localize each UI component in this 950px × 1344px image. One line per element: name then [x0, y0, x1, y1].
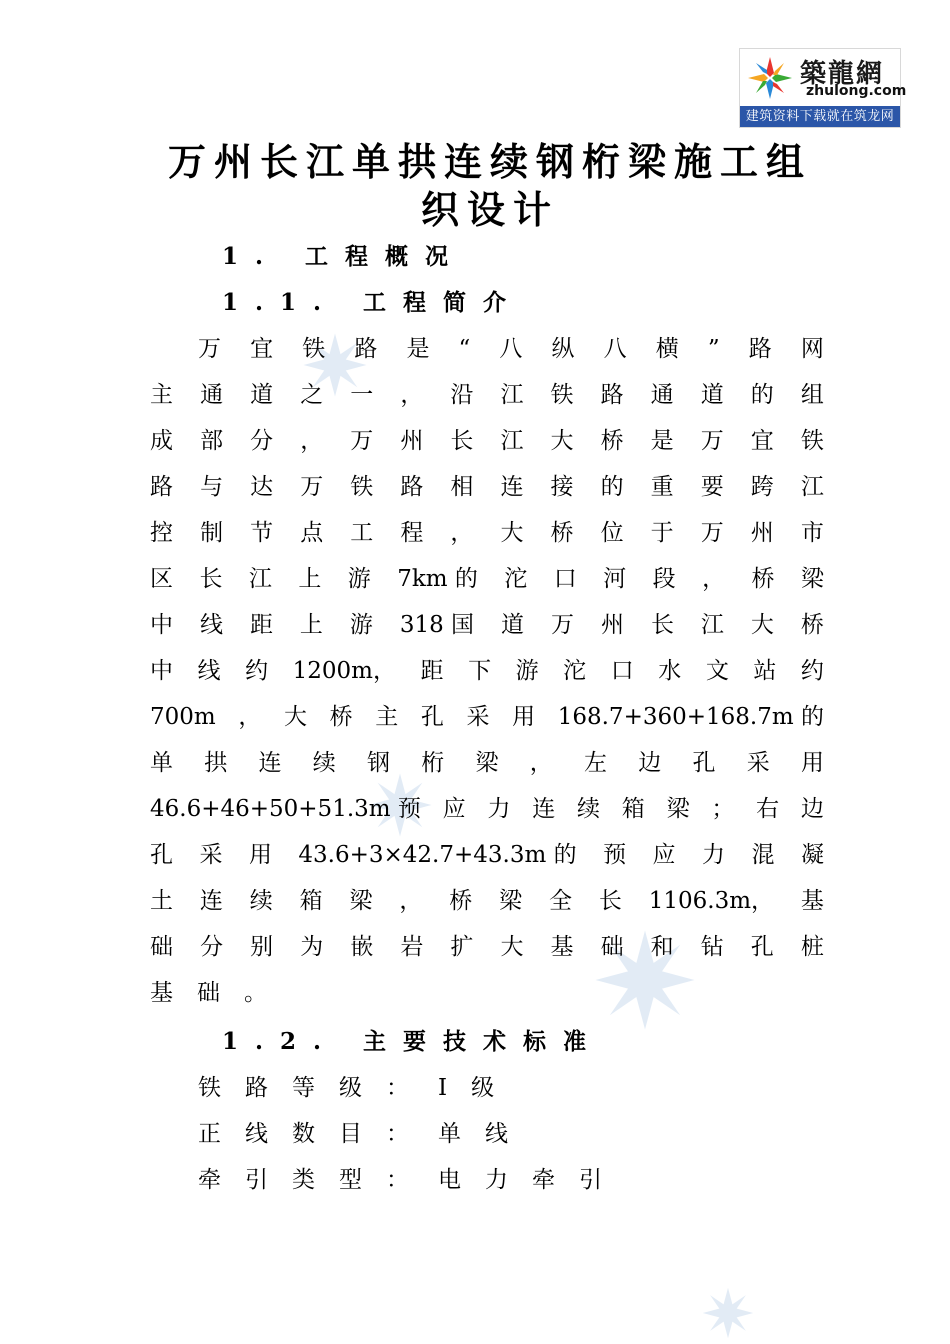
paragraph-token: 中 [150, 612, 173, 638]
logo-brand-name: 築龍網 [800, 59, 885, 89]
paragraph-token: 路 [354, 336, 378, 362]
paragraph-token: 江 [500, 382, 524, 408]
paragraph-token: 沿 [450, 382, 474, 408]
technical-standards-list [198, 1066, 626, 1204]
body-paragraph [150, 330, 824, 1020]
spec-value: Ⅰ级 [438, 1075, 519, 1101]
paragraph-token: 网 [800, 336, 824, 362]
paragraph-token: 州 [400, 428, 424, 454]
heading-project-overview: 1. 工程概况 [222, 243, 466, 270]
paragraph-token: 铁 [550, 382, 574, 408]
paragraph-token: 嵌 [350, 934, 374, 960]
paragraph-token: 基础。 [150, 980, 291, 1006]
paragraph-token: 大 [283, 704, 307, 730]
paragraph-token: 梁 [349, 888, 373, 914]
paragraph-token: 重 [650, 474, 674, 500]
paragraph-token: 连 [500, 474, 524, 500]
paragraph-token: 宜 [250, 336, 274, 362]
paragraph-token: 距 [249, 612, 273, 638]
paragraph-token: 万 [300, 474, 324, 500]
paragraph-token: 制 [200, 520, 224, 546]
paragraph-token: 线 [199, 612, 223, 638]
paragraph-token: 沱 [563, 658, 587, 684]
paragraph-token: 右 [756, 796, 780, 822]
paragraph-token: 与 [200, 474, 224, 500]
paragraph-token: 纵 [551, 336, 575, 362]
paragraph-token: 续 [312, 750, 336, 776]
paragraph-token: 孔 [420, 704, 444, 730]
paragraph-token: ， [450, 520, 474, 546]
paragraph-token: 力 [487, 796, 511, 822]
heading-project-intro: 1.1. 工程简介 [222, 289, 524, 316]
paragraph-token: 口 [553, 566, 577, 592]
paragraph-token: 组 [800, 382, 824, 408]
paragraph-token: 主 [375, 704, 399, 730]
watermark-snowflake-icon [700, 1285, 756, 1341]
paragraph-token: 约 [800, 658, 824, 684]
paragraph-line [150, 790, 824, 836]
paragraph-token: 市 [800, 520, 824, 546]
paragraph-token: 沱 [504, 566, 528, 592]
paragraph-token: 上 [298, 566, 322, 592]
paragraph-token: 万 [198, 336, 221, 362]
paragraph-token: 是 [650, 428, 674, 454]
paragraph-line [150, 974, 824, 1020]
paragraph-token: 相 [450, 474, 474, 500]
paragraph-line [150, 698, 824, 744]
paragraph-token: 采 [466, 704, 490, 730]
paragraph-token: 大 [550, 428, 574, 454]
paragraph-token: 础 [150, 934, 173, 960]
paragraph-token: 距 [420, 658, 444, 684]
document-title: 万州长江单拱连续钢桁梁施工组织设计 [167, 139, 812, 232]
paragraph-token: 用 [801, 750, 824, 776]
paragraph-token: 宜 [750, 428, 774, 454]
paragraph-token: 万 [350, 428, 374, 454]
paragraph-token: 梁 [800, 566, 824, 592]
paragraph-line [150, 652, 824, 698]
paragraph-token: 分 [250, 428, 274, 454]
paragraph-token: 孔 [150, 842, 173, 868]
paragraph-token: 江 [800, 474, 824, 500]
paragraph-token: 桩 [800, 934, 824, 960]
paragraph-token: ， [399, 888, 423, 914]
paragraph-token: 通 [650, 382, 674, 408]
paragraph-token: 全 [549, 888, 572, 914]
paragraph-token: 成 [150, 428, 173, 454]
paragraph-token: 拱 [204, 750, 228, 776]
paragraph-token: 梁 [666, 796, 690, 822]
paragraph-token: 边 [638, 750, 662, 776]
paragraph-token: 桥 [800, 612, 824, 638]
zhulong-logo[interactable] [739, 48, 907, 128]
paragraph-token: 道 [250, 382, 274, 408]
paragraph-line [150, 514, 824, 560]
spec-value: 电力牵引 [438, 1167, 626, 1193]
paragraph-token: 是 [406, 336, 430, 362]
paragraph-token: 续 [577, 796, 601, 822]
paragraph-token: 箱 [621, 796, 645, 822]
paragraph-token: 万 [551, 612, 574, 638]
paragraph-token: 接 [550, 474, 574, 500]
logo-tagline: 建筑资料下载就在筑龙网 [740, 106, 900, 127]
paragraph-token: 钻 [700, 934, 724, 960]
paragraph-token: 连 [258, 750, 282, 776]
paragraph-token: 础 [600, 934, 624, 960]
spec-label: 牵引类型： [198, 1167, 433, 1193]
paragraph-token: 应 [652, 842, 676, 868]
paragraph-token: 大 [500, 934, 524, 960]
paragraph-token: 应 [442, 796, 466, 822]
paragraph-token: 路 [400, 474, 424, 500]
paragraph-token: 路 [600, 382, 624, 408]
paragraph-token: 铁 [302, 336, 326, 362]
paragraph-token: ” [707, 336, 720, 362]
spec-row [198, 1158, 626, 1204]
paragraph-token: 万 [700, 428, 724, 454]
paragraph-token: 口 [610, 658, 634, 684]
paragraph-line [150, 376, 824, 422]
paragraph-token: 节 [250, 520, 274, 546]
paragraph-token: ， [300, 428, 324, 454]
paragraph-token: 文 [705, 658, 729, 684]
paragraph-token: 采 [746, 750, 770, 776]
paragraph-token: 约 [245, 658, 269, 684]
paragraph-line [150, 422, 824, 468]
paragraph-token: 孔 [750, 934, 774, 960]
paragraph-token: 州 [600, 612, 624, 638]
paragraph-token: 点 [300, 520, 324, 546]
paragraph-token: 段 [652, 566, 676, 592]
paragraph-line [150, 330, 824, 376]
paragraph-token: 扩 [450, 934, 474, 960]
heading-technical-standards: 1.2. 主要技术标准 [222, 1028, 604, 1055]
paragraph-token: ， [400, 382, 424, 408]
paragraph-token: 于 [650, 520, 674, 546]
paragraph-token: 分 [200, 934, 224, 960]
spec-label: 铁路等级： [198, 1075, 433, 1101]
paragraph-token: 箱 [299, 888, 323, 914]
paragraph-token: 游 [349, 612, 373, 638]
paragraph-token: 大 [750, 612, 774, 638]
paragraph-token: 1200m， [292, 658, 396, 684]
paragraph-token: 基 [800, 888, 824, 914]
paragraph-token: 的 [750, 382, 774, 408]
paragraph-token: 的 [600, 474, 624, 500]
pinwheel-logo-icon [744, 53, 796, 103]
paragraph-token: 上 [299, 612, 323, 638]
paragraph-token: 大 [500, 520, 524, 546]
paragraph-token: 之 [300, 382, 324, 408]
paragraph-token: 318 国 [399, 612, 475, 638]
paragraph-token: 桥 [550, 520, 574, 546]
paragraph-token: 梁 [499, 888, 523, 914]
paragraph-token: 46.6+46+50+51.3m 预 [150, 796, 421, 822]
paragraph-token: 八 [603, 336, 627, 362]
paragraph-token: 力 [702, 842, 726, 868]
paragraph-line [150, 928, 824, 974]
paragraph-token: 和 [650, 934, 674, 960]
paragraph-token: 河 [603, 566, 627, 592]
spec-row [198, 1112, 626, 1158]
paragraph-token: 43.6+3×42.7+43.3m 的 [298, 842, 577, 868]
paragraph-token: 用 [512, 704, 536, 730]
paragraph-token: 梁 [475, 750, 499, 776]
spec-row [198, 1066, 626, 1112]
paragraph-token: 700m [150, 704, 216, 730]
paragraph-token: ， [529, 750, 553, 776]
paragraph-token: 跨 [750, 474, 774, 500]
paragraph-token: 水 [658, 658, 682, 684]
paragraph-line [150, 882, 824, 928]
paragraph-token: 游 [515, 658, 539, 684]
paragraph-token: ， [702, 566, 726, 592]
paragraph-token: 长 [199, 566, 223, 592]
paragraph-token: 土 [150, 888, 173, 914]
paragraph-token: 部 [200, 428, 224, 454]
paragraph-token: 工 [350, 520, 374, 546]
logo-domain: zhulong.com [806, 83, 907, 99]
paragraph-token: 别 [250, 934, 274, 960]
paragraph-token: 预 [603, 842, 627, 868]
paragraph-line [150, 744, 824, 790]
paragraph-token: 单 [150, 750, 173, 776]
paragraph-token: 铁 [350, 474, 374, 500]
paragraph-token: 路 [150, 474, 173, 500]
paragraph-token: 线 [197, 658, 221, 684]
paragraph-token: 桁 [421, 750, 445, 776]
paragraph-token: 万 [700, 520, 724, 546]
paragraph-token: 长 [650, 612, 674, 638]
paragraph-token: 铁 [800, 428, 824, 454]
paragraph-line [150, 560, 824, 606]
paragraph-token: 凝 [800, 842, 824, 868]
paragraph-token: 左 [584, 750, 607, 776]
paragraph-line [150, 606, 824, 652]
paragraph-token: 长 [598, 888, 622, 914]
paragraph-line [150, 836, 824, 882]
paragraph-token: 道 [700, 382, 724, 408]
paragraph-token: 用 [248, 842, 272, 868]
paragraph-token: 站 [753, 658, 777, 684]
paragraph-token: 续 [249, 888, 273, 914]
paragraph-token: 桥 [751, 566, 775, 592]
paragraph-token: 区 [150, 566, 173, 592]
paragraph-token: 桥 [600, 428, 624, 454]
paragraph-token: 长 [450, 428, 474, 454]
paragraph-token: 主 [150, 382, 173, 408]
paragraph-token: 桥 [329, 704, 353, 730]
paragraph-token: 八 [499, 336, 523, 362]
paragraph-token: ； [711, 796, 735, 822]
paragraph-token: 横 [655, 336, 679, 362]
paragraph-token: 控 [150, 520, 173, 546]
paragraph-token: ， [238, 704, 262, 730]
paragraph-token: 游 [347, 566, 371, 592]
paragraph-line [150, 468, 824, 514]
paragraph-token: 要 [700, 474, 724, 500]
paragraph-token: 连 [199, 888, 223, 914]
paragraph-token: 1106.3m， [648, 888, 775, 914]
paragraph-token: 州 [750, 520, 774, 546]
paragraph-token: 程 [400, 520, 424, 546]
paragraph-token: 混 [751, 842, 775, 868]
paragraph-token: 道 [501, 612, 525, 638]
paragraph-token: 采 [199, 842, 223, 868]
paragraph-token: “ [458, 336, 471, 362]
paragraph-token: 岩 [400, 934, 424, 960]
paragraph-token: 168.7+360+168.7m 的 [557, 704, 824, 730]
paragraph-token: 通 [200, 382, 224, 408]
paragraph-token: 基 [550, 934, 574, 960]
paragraph-token: 江 [700, 612, 724, 638]
spec-value: 单线 [438, 1121, 532, 1147]
paragraph-token: 边 [800, 796, 824, 822]
paragraph-token: 江 [248, 566, 272, 592]
paragraph-token: 桥 [449, 888, 473, 914]
paragraph-token: 路 [748, 336, 772, 362]
paragraph-token: 7km 的 [397, 566, 478, 592]
paragraph-token: 钢 [367, 750, 390, 776]
spec-label: 正线数目： [198, 1121, 433, 1147]
paragraph-token: 为 [300, 934, 324, 960]
paragraph-token: 连 [532, 796, 556, 822]
paragraph-token: 江 [500, 428, 524, 454]
paragraph-token: 下 [468, 658, 492, 684]
paragraph-token: 中 [150, 658, 173, 684]
paragraph-token: 一 [350, 382, 374, 408]
paragraph-token: 位 [600, 520, 624, 546]
paragraph-token: 达 [250, 474, 274, 500]
paragraph-token: 孔 [692, 750, 716, 776]
